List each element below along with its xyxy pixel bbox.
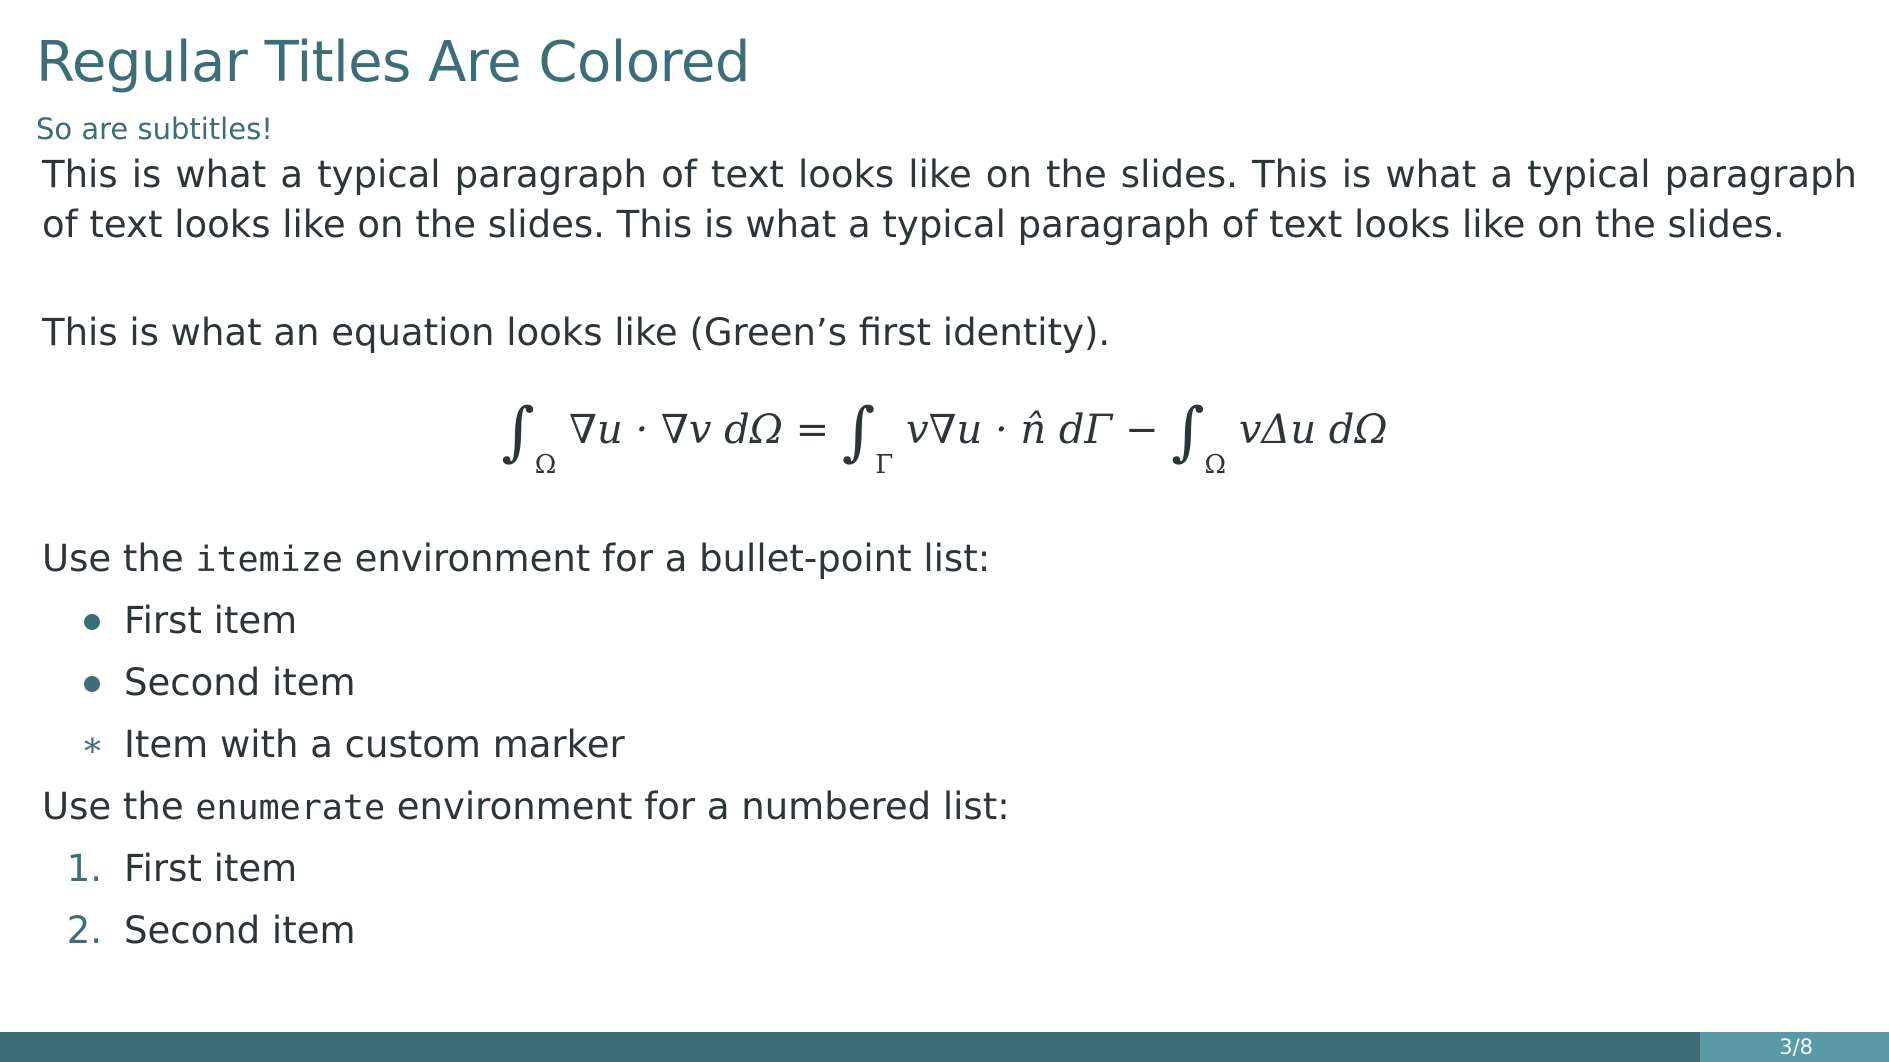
integral-domain-lhs: Ω [534, 450, 557, 480]
integral-sign: ∫ [501, 395, 535, 469]
integral-sign: ∫ [1171, 395, 1205, 469]
itemize-intro-after: environment for a bullet-point list: [342, 537, 991, 580]
list-item-text: Second item [124, 661, 356, 704]
integral-sign: ∫ [841, 395, 876, 469]
enumerate-intro-before: Use the [42, 785, 196, 828]
enumerate-intro-text [42, 782, 1010, 833]
paragraph-text: This is what a typical paragraph of text looks like on the slides. This is what a typical paragraph of text looks like on the slides. This is what a typical paragraph of text looks like on the slides. [42, 153, 1857, 246]
item-number: 2. [66, 909, 102, 952]
integral-domain-rhs2: Ω [1204, 450, 1227, 480]
numbered-item-text: Second item [124, 909, 356, 952]
bullet-dot-icon [84, 614, 100, 630]
itemize-intro-text [42, 534, 990, 585]
numbered-item-text: First item [124, 847, 298, 890]
page-number: 3/8 [1779, 1035, 1813, 1059]
slide-title: Regular Titles Are Colored [36, 30, 750, 95]
enumerate-code: enumerate [195, 788, 386, 828]
integral-domain-rhs1: Γ [875, 450, 894, 480]
slide-subtitle: So are subtitles! [36, 112, 273, 146]
enumerate-intro-after: environment for a numbered list: [385, 785, 1010, 828]
asterisk-marker-icon: ∗ [80, 725, 104, 765]
list-item-text: First item [124, 599, 298, 642]
equation-lhs-integrand: ∇u · ∇v dΩ [569, 407, 783, 453]
itemize-intro-before: Use the [42, 537, 196, 580]
itemize-code: itemize [195, 540, 343, 580]
equation-minus: − [1124, 407, 1159, 453]
list-item-text: Item with a custom marker [124, 723, 625, 766]
equation-rhs1-integrand: v∇u · n̂ dΓ [905, 407, 1113, 453]
bullet-dot-icon [84, 676, 100, 692]
footer-bar [0, 1032, 1889, 1062]
equation-greens-identity [0, 395, 1889, 480]
equation-rhs2-integrand: vΔu dΩ [1238, 407, 1388, 453]
equation-intro-text: This is what an equation looks like (Green’s first identity). [42, 311, 1111, 354]
page-number-box [1700, 1032, 1889, 1062]
equation-equals: = [795, 407, 830, 453]
item-number: 1. [66, 847, 102, 890]
